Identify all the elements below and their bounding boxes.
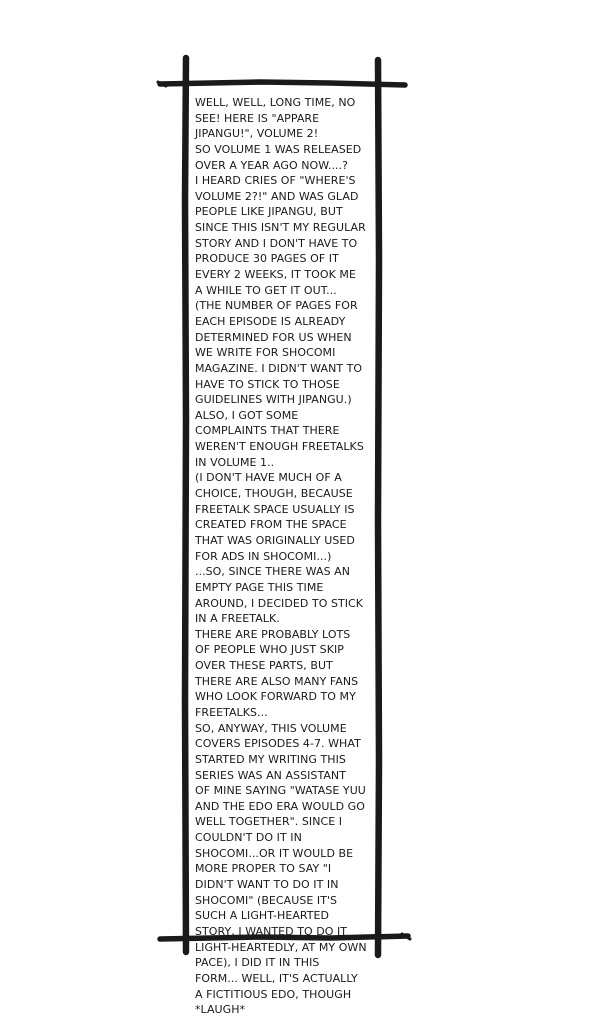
freetalk-line: EMPTY PAGE THIS TIME [195, 580, 324, 594]
freetalk-line: EACH EPISODE IS ALREADY [195, 314, 346, 328]
freetalk-line: WHO LOOK FORWARD TO MY [195, 690, 356, 704]
freetalk-line: ALSO, I GOT SOME [195, 408, 299, 422]
freetalk-line: (I DON'T HAVE MUCH OF A [195, 471, 342, 485]
freetalk-line: OVER THESE PARTS, BUT [195, 659, 333, 673]
freetalk-line: FREETALKS... [195, 705, 268, 719]
freetalk-line: SERIES WAS AN ASSISTANT [195, 768, 346, 782]
freetalk-line: GUIDELINES WITH JIPANGU.) [195, 393, 352, 407]
freetalk-line: VOLUME 2?!" AND WAS GLAD [195, 189, 359, 203]
freetalk-line: FOR ADS IN SHOCOMI...) [195, 549, 332, 563]
freetalk-line: PRODUCE 30 PAGES OF IT [195, 252, 339, 266]
freetalk-line: STORY AND I DON'T HAVE TO [195, 236, 358, 250]
frame-right-bar [378, 60, 379, 955]
freetalk-line: SO, ANYWAY, THIS VOLUME [195, 721, 347, 735]
freetalk-line: SEE! HERE IS "APPARE [195, 111, 320, 125]
freetalk-line: THERE ARE PROBABLY LOTS [195, 627, 351, 641]
freetalk-line: ...SO, SINCE THERE WAS AN [195, 565, 351, 579]
freetalk-line: JIPANGU!", VOLUME 2! [195, 127, 319, 141]
freetalk-line: LIGHT-HEARTEDLY, AT MY OWN [195, 940, 367, 954]
freetalk-line: OF MINE SAYING "WATASE YUU [195, 784, 366, 798]
freetalk-text [195, 95, 373, 1018]
freetalk-line: AROUND, I DECIDED TO STICK [195, 596, 364, 610]
freetalk-line: WELL TOGETHER". SINCE I [195, 815, 343, 829]
freetalk-line: IN VOLUME 1.. [195, 455, 275, 469]
freetalk-line: COVERS EPISODES 4-7. WHAT [195, 737, 361, 751]
freetalk-line: OVER A YEAR AGO NOW....? [195, 158, 348, 172]
freetalk-line: FREETALK SPACE USUALLY IS [195, 502, 355, 516]
freetalk-line: COULDN'T DO IT IN [195, 831, 302, 845]
freetalk-line: PACE), I DID IT IN THIS [195, 956, 320, 970]
freetalk-line: MORE PROPER TO SAY "I [195, 862, 332, 876]
freetalk-line: SHOCOMI" (BECAUSE IT'S [195, 893, 338, 907]
freetalk-line: SINCE THIS ISN'T MY REGULAR [195, 221, 366, 235]
freetalk-line: A WHILE TO GET IT OUT... [195, 283, 337, 297]
freetalk-line: (THE NUMBER OF PAGES FOR [195, 299, 358, 313]
freetalk-line: WELL, WELL, LONG TIME, NO [195, 96, 356, 109]
freetalk-line: I HEARD CRIES OF "WHERE'S [195, 174, 356, 188]
freetalk-line: WE WRITE FOR SHOCOMI [195, 346, 336, 360]
frame-top-bar [160, 82, 405, 85]
freetalk-line: MAGAZINE. I DIDN'T WANT TO [195, 361, 363, 375]
freetalk-line: HAVE TO STICK TO THOSE [195, 377, 340, 391]
frame-left-bar [185, 58, 186, 952]
freetalk-line: EVERY 2 WEEKS, IT TOOK ME [195, 268, 356, 282]
freetalk-line: STORY, I WANTED TO DO IT [195, 924, 348, 938]
freetalk-line: DETERMINED FOR US WHEN [195, 330, 352, 344]
freetalk-line: DIDN'T WANT TO DO IT IN [195, 878, 339, 892]
freetalk-line: AND THE EDO ERA WOULD GO [195, 799, 365, 813]
freetalk-line: STARTED MY WRITING THIS [195, 752, 346, 766]
freetalk-line: WEREN'T ENOUGH FREETALKS [195, 440, 364, 454]
freetalk-line: *LAUGH* [195, 1003, 246, 1017]
freetalk-line: CHOICE, THOUGH, BECAUSE [195, 487, 353, 501]
freetalk-line: IN A FREETALK. [195, 612, 280, 626]
freetalk-line: THAT WAS ORIGINALLY USED [195, 533, 355, 547]
freetalk-line: PEOPLE LIKE JIPANGU, BUT [195, 205, 343, 219]
freetalk-line: SUCH A LIGHT-HEARTED [195, 909, 330, 923]
freetalk-line: A FICTITIOUS EDO, THOUGH [195, 987, 352, 1001]
freetalk-line: CREATED FROM THE SPACE [195, 518, 347, 532]
freetalk-line: THERE ARE ALSO MANY FANS [195, 674, 359, 688]
freetalk-line: SHOCOMI...OR IT WOULD BE [195, 846, 354, 860]
freetalk-line: SO VOLUME 1 WAS RELEASED [195, 142, 362, 156]
freetalk-line: OF PEOPLE WHO JUST SKIP [195, 643, 344, 657]
freetalk-line: COMPLAINTS THAT THERE [195, 424, 340, 438]
freetalk-line: FORM... WELL, IT'S ACTUALLY [195, 971, 358, 985]
